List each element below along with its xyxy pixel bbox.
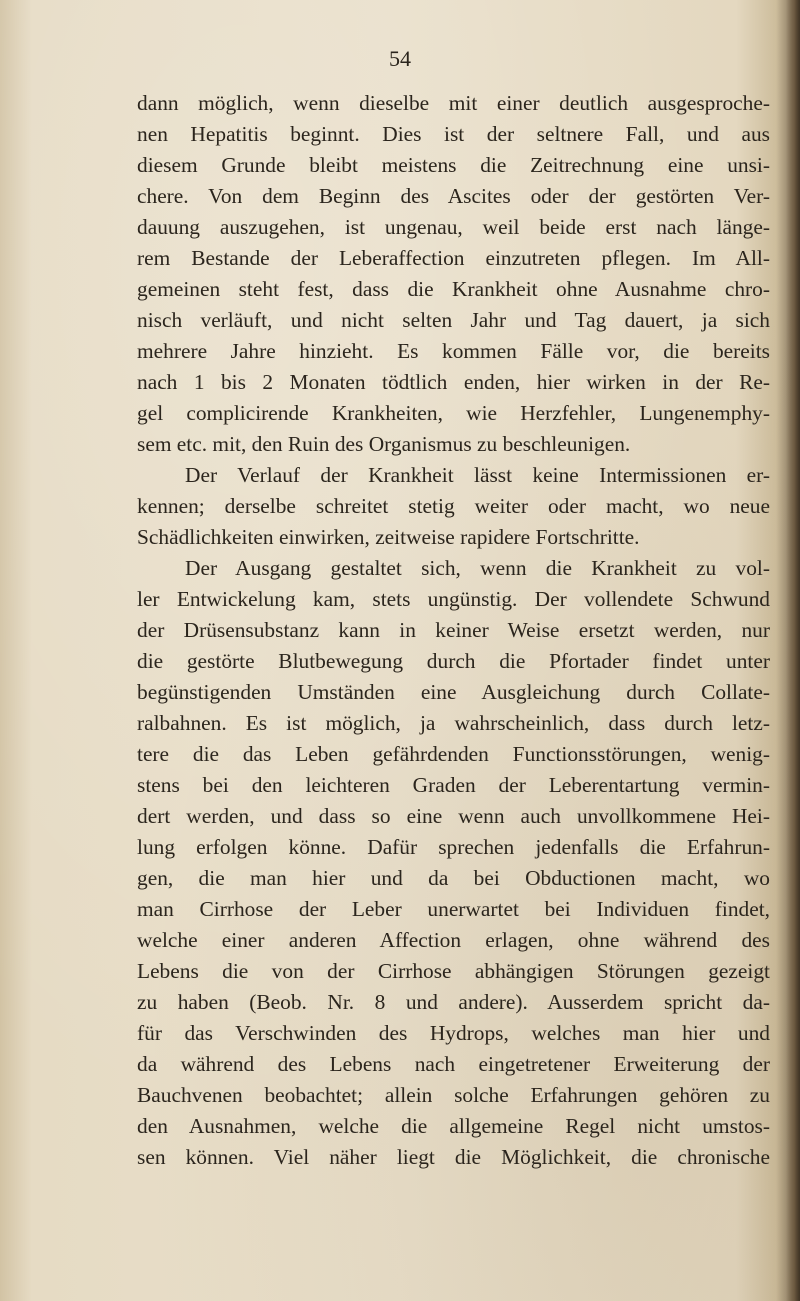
text-line: da während des Lebens nach eingetretener Erweiterung der xyxy=(137,1052,770,1076)
text-line: kennen; derselbe schreitet stetig weiter oder macht, wo neue xyxy=(137,494,770,518)
text-line: Lebens die von der Cirrhose abhängigen Störungen gezeigt xyxy=(137,959,770,983)
text-line: gemeinen steht fest, dass die Krankheit ohne Ausnahme chro- xyxy=(137,277,770,301)
text-line: Bauchvenen beobachtet; allein solche Erfahrungen gehören zu xyxy=(137,1083,770,1107)
text-line: dert werden, und dass so eine wenn auch unvollkommene Hei- xyxy=(137,804,770,828)
text-line: für das Verschwinden des Hydrops, welches man hier und xyxy=(137,1021,770,1045)
text-line: lung erfolgen könne. Dafür sprechen jedenfalls die Erfahrun- xyxy=(137,835,770,859)
text-line: sem etc. mit, den Ruin des Organismus zu beschleunigen. xyxy=(137,432,631,456)
text-line: Der Ausgang gestaltet sich, wenn die Krankheit zu vol- xyxy=(185,556,770,580)
text-line: man Cirrhose der Leber unerwartet bei Individuen findet, xyxy=(137,897,770,921)
text-line: dauung auszugehen, ist ungenau, weil beide erst nach länge- xyxy=(137,215,770,239)
text-line: der Drüsensubstanz kann in keiner Weise ersetzt werden, nur xyxy=(137,618,770,642)
text-line: rem Bestande der Leberaffection einzutreten pflegen. Im All- xyxy=(137,246,770,270)
text-line: chere. Von dem Beginn des Ascites oder der gestörten Ver- xyxy=(137,184,770,208)
text-line: dann möglich, wenn dieselbe mit einer deutlich ausgesproche- xyxy=(137,91,770,115)
text-line: tere die das Leben gefährdenden Functionsstörungen, wenig- xyxy=(137,742,770,766)
body-text xyxy=(137,88,770,1173)
text-line: nen Hepatitis beginnt. Dies ist der seltnere Fall, und aus xyxy=(137,122,770,146)
page-number: 54 xyxy=(389,46,411,71)
text-line: ler Entwickelung kam, stets ungünstig. Der vollendete Schwund xyxy=(137,587,770,611)
text-line: mehrere Jahre hinzieht. Es kommen Fälle vor, die bereits xyxy=(137,339,770,363)
text-line: gen, die man hier und da bei Obductionen macht, wo xyxy=(137,866,770,890)
text-line: stens bei den leichteren Graden der Leberentartung vermin- xyxy=(137,773,770,797)
text-line: Der Verlauf der Krankheit lässt keine Intermissionen er- xyxy=(185,463,770,487)
text-line: gel complicirende Krankheiten, wie Herzfehler, Lungenemphy- xyxy=(137,401,770,425)
text-line: diesem Grunde bleibt meistens die Zeitrechnung eine unsi- xyxy=(137,153,770,177)
page-edge-shadow xyxy=(786,0,800,1301)
text-line: den Ausnahmen, welche die allgemeine Regel nicht umstos- xyxy=(137,1114,770,1138)
text-line: begünstigenden Umständen eine Ausgleichung durch Collate- xyxy=(137,680,770,704)
text-line: ralbahnen. Es ist möglich, ja wahrscheinlich, dass durch letz- xyxy=(137,711,770,735)
text-line: nisch verläuft, und nicht selten Jahr und Tag dauert, ja sich xyxy=(137,308,770,332)
text-line: nach 1 bis 2 Monaten tödtlich enden, hier wirken in der Re- xyxy=(137,370,770,394)
text-line: Schädlichkeiten einwirken, zeitweise rapidere Fortschritte. xyxy=(137,525,640,549)
text-line: zu haben (Beob. Nr. 8 und andere). Ausserdem spricht da- xyxy=(137,990,770,1014)
text-line: sen können. Viel näher liegt die Möglichkeit, die chronische xyxy=(137,1145,770,1169)
text-line: welche einer anderen Affection erlagen, ohne während des xyxy=(137,928,770,952)
text-line: die gestörte Blutbewegung durch die Pfortader findet unter xyxy=(137,649,770,673)
